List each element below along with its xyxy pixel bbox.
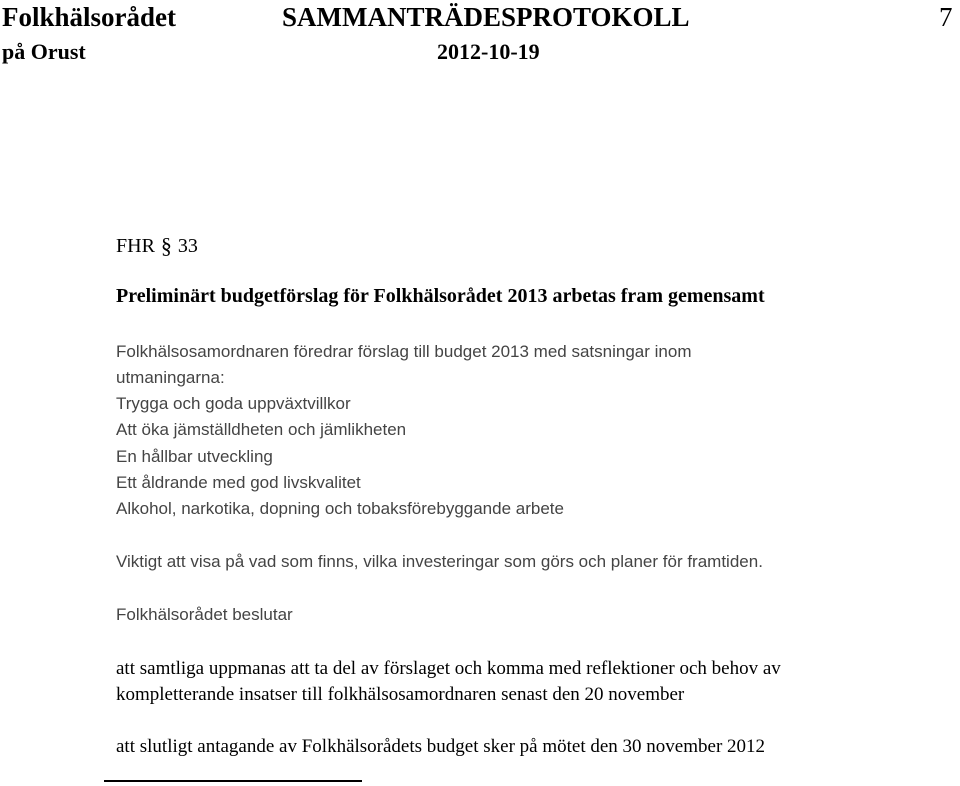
note-text: Viktigt att visa på vad som finns, vilka investeringar som görs och planer för framtiden.: [116, 552, 763, 571]
page-number: 7: [939, 2, 953, 32]
section-number: 33: [177, 235, 198, 257]
intro-line: utmaningarna:: [116, 368, 225, 387]
challenge-item: Att öka jämställdheten och jämlikheten: [116, 420, 407, 439]
decision-intro: Folkhälsorådet beslutar: [116, 605, 293, 624]
organization-name: Folkhälsorådet: [2, 2, 177, 32]
paragraph-sign: §: [160, 233, 172, 258]
challenge-item: En hållbar utveckling: [116, 447, 273, 466]
organization-location: på Orust: [2, 39, 86, 64]
signature-line: [104, 780, 362, 782]
intro-line: Folkhälsosamordnaren föredrar förslag till budget 2013 med satsningar inom: [116, 342, 692, 361]
document-title: SAMMANTRÄDESPROTOKOLL: [282, 2, 690, 32]
meeting-date: 2012-10-19: [437, 39, 540, 64]
challenge-item: Trygga och goda uppväxtvillkor: [116, 394, 351, 413]
section-reference: [116, 233, 198, 259]
section-prefix: FHR: [116, 235, 155, 257]
item-heading: Preliminärt budgetförslag för Folkhälsorådet 2013 arbetas fram gemensamt: [116, 285, 765, 307]
decision-line: att samtliga uppmanas att ta del av förslaget och komma med reflektioner och behov av: [116, 658, 781, 679]
decision-line: att slutligt antagande av Folkhälsorådets budget sker på mötet den 30 november 2012: [116, 736, 766, 757]
challenge-item: Ett åldrande med god livskvalitet: [116, 473, 361, 492]
challenge-item: Alkohol, narkotika, dopning och tobaksförebyggande arbete: [116, 499, 564, 518]
decision-line: kompletterande insatser till folkhälsosamordnaren senast den 20 november: [116, 684, 685, 705]
